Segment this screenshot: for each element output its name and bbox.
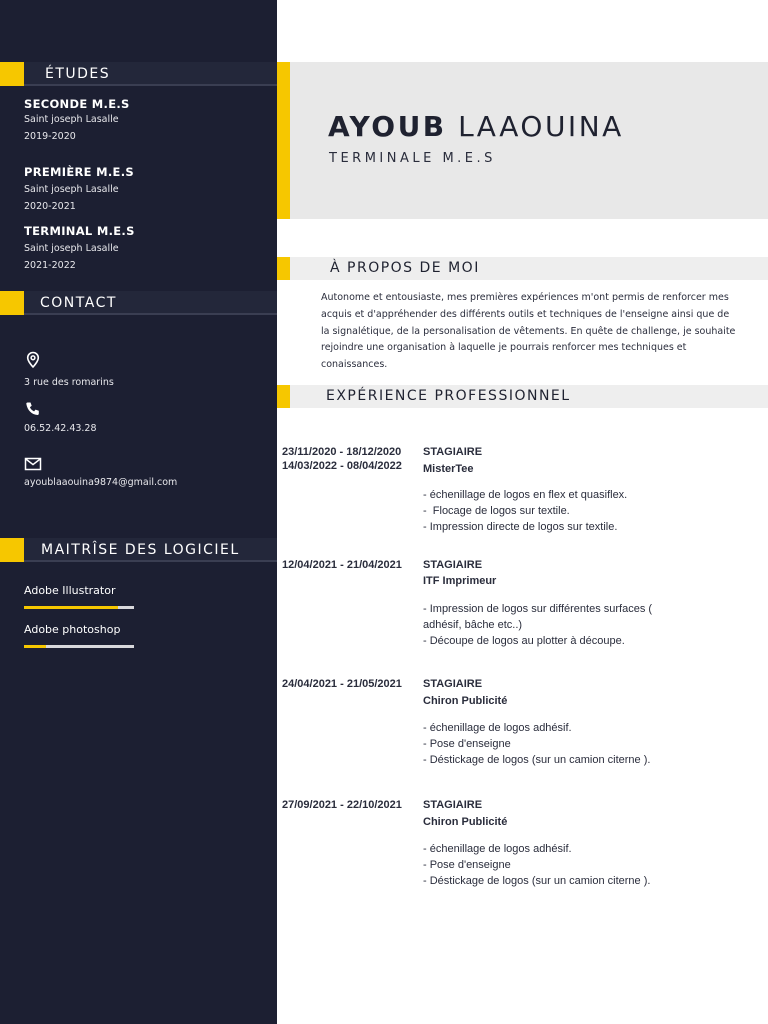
software-level-bar	[24, 645, 134, 648]
experience-bullets	[423, 601, 673, 649]
experience-date: 12/04/2021 - 21/04/2021	[282, 559, 402, 571]
phone-icon	[24, 400, 42, 418]
experience-bullet: - Impression de logos sur différentes surfaces ( adhésif, bâche etc..)	[423, 603, 656, 631]
education-item-title: PREMIÈRE M.E.S	[24, 165, 134, 179]
experience-header	[277, 385, 768, 408]
about-title: À PROPOS DE MOI	[330, 260, 480, 276]
software-label: Adobe photoshop	[24, 623, 121, 636]
software-level-bar	[24, 606, 134, 609]
experience-company: MisterTee	[423, 463, 474, 475]
experience-role: STAGIAIRE	[423, 799, 483, 811]
education-header	[0, 62, 277, 86]
experience-bullet: - Pose d'enseigne	[423, 738, 511, 750]
name-banner-accent	[277, 62, 290, 219]
experience-company: Chiron Publicité	[423, 816, 508, 828]
experience-date: 24/04/2021 - 21/05/2021	[282, 678, 402, 690]
job-subtitle: TERMINALE M.E.S	[329, 151, 496, 166]
experience-bullet: - échenillage de logos adhésif.	[423, 722, 572, 734]
last-name: LAAOUINA	[458, 110, 624, 143]
experience-bullets	[423, 487, 723, 535]
software-level-fill	[24, 606, 118, 609]
experience-accent	[277, 385, 290, 408]
experience-role: STAGIAIRE	[423, 446, 483, 458]
full-name	[328, 110, 624, 143]
experience-date: 27/09/2021 - 22/10/2021	[282, 799, 402, 811]
contact-header	[0, 291, 277, 315]
experience-bullet: - échenillage de logos adhésif.	[423, 843, 572, 855]
education-item-title: TERMINAL M.E.S	[24, 224, 135, 238]
education-title: ÉTUDES	[45, 66, 111, 82]
contact-phone: 06.52.42.43.28	[24, 423, 97, 434]
experience-date: 14/03/2022 - 08/04/2022	[282, 460, 402, 472]
about-text: Autonome et entousiaste, mes premières expériences m'ont permis de renforcer mes acquis et d'appréhender des différents outils et techniques de l'enseigne ainsi que de la signalétique, de la personalisation de vêtements. En quête de challenge, je souhaite rejoindre une organisation à laquelle je pourrais renforcer mes techniques et conaissances.	[321, 292, 736, 371]
contact-email[interactable]: ayoublaaouina9874@gmail.com	[24, 477, 178, 488]
software-header	[0, 538, 277, 562]
about-header	[277, 257, 768, 280]
experience-bullet: - Découpe de logos au plotter à découpe.	[423, 635, 625, 647]
experience-bullet: - Impression directe de logos sur textile.	[423, 521, 618, 533]
experience-bullet: - Déstickage de logos (sur un camion citerne ).	[423, 875, 651, 887]
experience-bullets	[423, 720, 723, 768]
education-item-school: Saint joseph Lasalle	[24, 184, 119, 195]
experience-date: 23/11/2020 - 18/12/2020	[282, 446, 402, 458]
envelope-icon	[24, 455, 42, 473]
software-title: MAITRÎSE DES LOGICIEL	[41, 542, 240, 558]
experience-bullet: - Pose d'enseigne	[423, 859, 511, 871]
about-accent	[277, 257, 290, 280]
experience-role: STAGIAIRE	[423, 559, 483, 571]
contact-accent	[0, 291, 24, 315]
contact-address: 3 rue des romarins	[24, 377, 114, 388]
experience-bullet: - Flocage de logos sur textile.	[423, 505, 570, 517]
software-level-fill	[24, 645, 46, 648]
education-item-school: Saint joseph Lasalle	[24, 114, 119, 125]
education-item-title: SECONDE M.E.S	[24, 97, 130, 111]
sidebar	[0, 0, 277, 1024]
education-item-years: 2019-2020	[24, 131, 76, 142]
location-pin-icon	[24, 351, 42, 369]
experience-bullets	[423, 841, 723, 889]
experience-title: EXPÉRIENCE PROFESSIONNEL	[326, 388, 571, 404]
first-name: AYOUB	[328, 110, 447, 143]
software-label: Adobe Illustrator	[24, 584, 116, 597]
contact-title: CONTACT	[40, 295, 117, 311]
education-item-years: 2020-2021	[24, 201, 76, 212]
experience-bullet: - échenillage de logos en flex et quasiflex.	[423, 489, 628, 501]
education-item-school: Saint joseph Lasalle	[24, 243, 119, 254]
software-accent	[0, 538, 24, 562]
experience-company: ITF Imprimeur	[423, 575, 497, 587]
experience-bullet: - Déstickage de logos (sur un camion citerne ).	[423, 754, 651, 766]
experience-company: Chiron Publicité	[423, 695, 508, 707]
education-accent	[0, 62, 24, 86]
experience-role: STAGIAIRE	[423, 678, 483, 690]
education-item-years: 2021-2022	[24, 260, 76, 271]
